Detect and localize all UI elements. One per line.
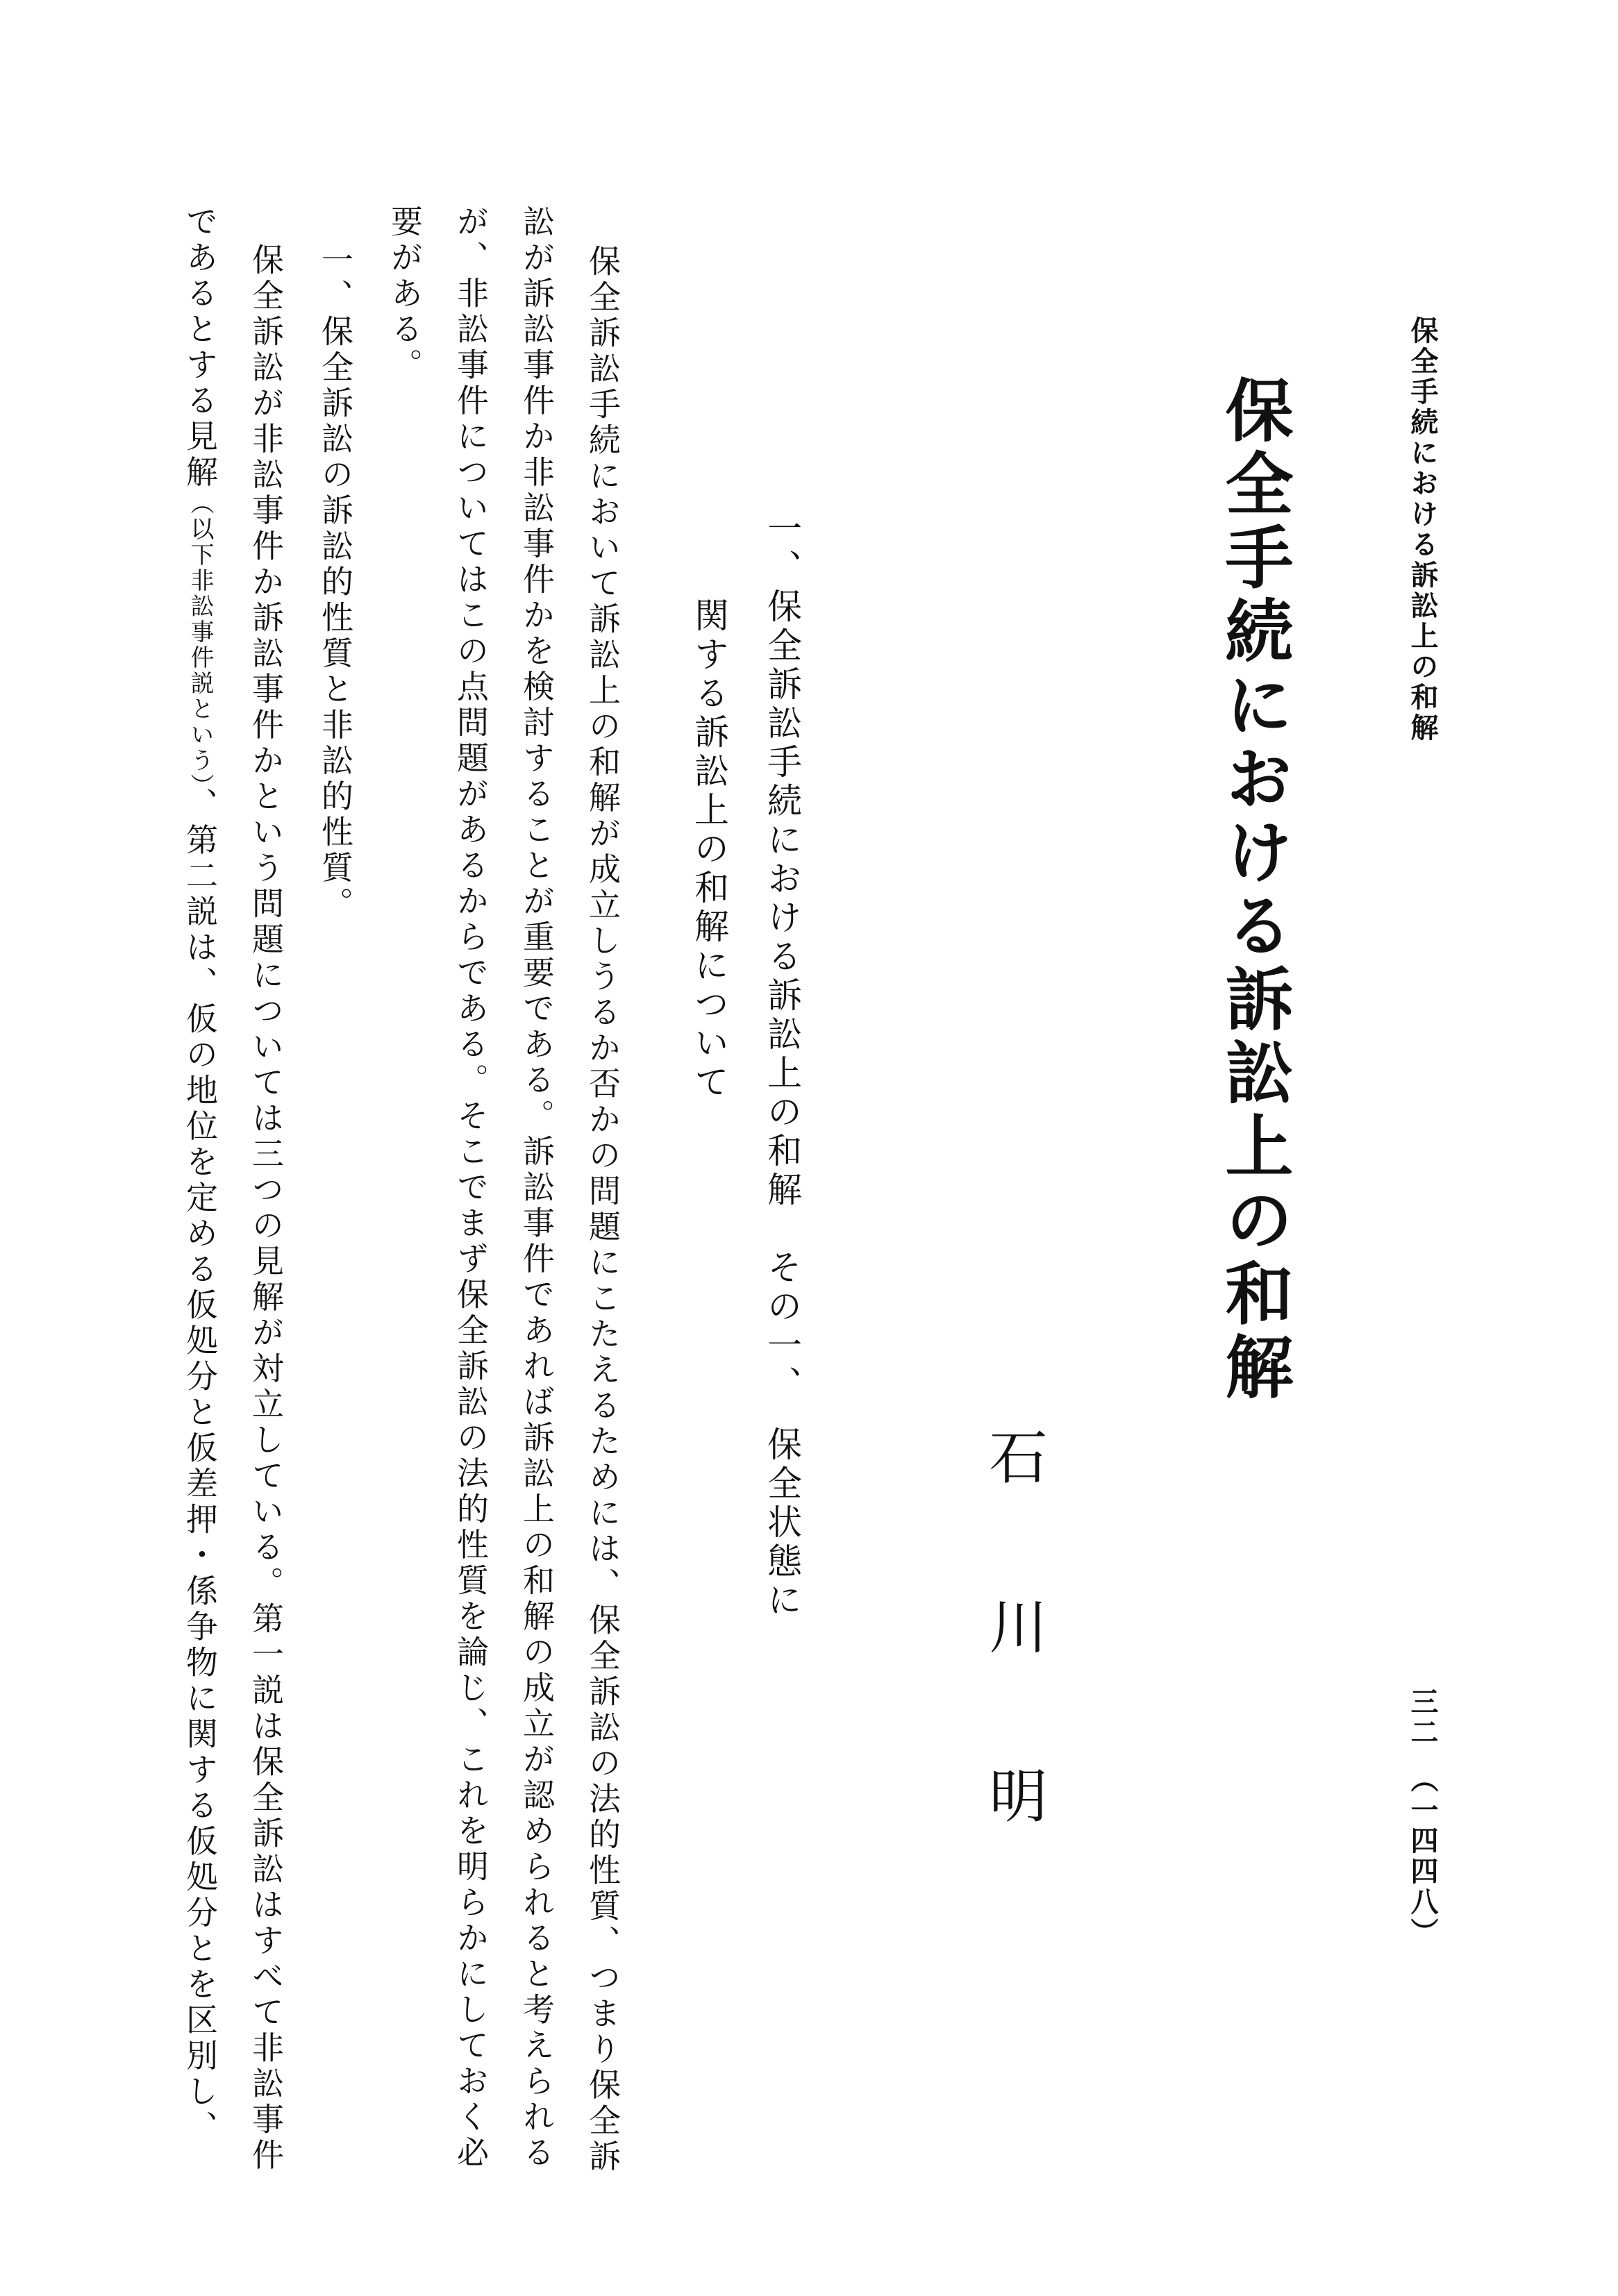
body-text-column: 保全訴訟が非訟事件か訴訟事件かという問題については三つの見解が対立している。第一説は保全訴訟はすべて非訟事件 bbox=[247, 243, 285, 2174]
subsection-heading: 一、保全訴訟の訴訟的性質と非訟的性質。 bbox=[317, 243, 354, 923]
body-text-column: 保全訴訟手続において訴訟上の和解が成立しうるか否かの問題にこたえるためには、保全訴訟の法的性質、つまり保全訴 bbox=[584, 244, 622, 2175]
body-text-column: 訟が訴訟事件か非訟事件かを検討することが重要である。訴訟事件であれば訴訟上の和解の成立が認められると考えられる bbox=[518, 205, 556, 2172]
body-text-column bbox=[177, 205, 223, 2146]
running-header: 保全手続における訴訟上の和解 bbox=[1406, 316, 1439, 744]
page-folio: 三二 （一四四八） bbox=[1406, 1687, 1439, 1948]
author-name: 石川明 bbox=[980, 1427, 1048, 1935]
body-text-column: が、非訟事件についてはこの点問題があるからである。そこでまず保全訴訟の法的性質を論じ、これを明らかにしておく必 bbox=[452, 205, 490, 2172]
body-text-segment: であるとする見解 bbox=[181, 205, 219, 491]
inline-note: （以下非訟事件説という） bbox=[186, 491, 214, 787]
section-heading-line-2: 関する訴訟上の和解について bbox=[689, 597, 729, 1103]
body-text-column: 要がある。 bbox=[386, 205, 424, 384]
body-text-segment: 、第二説は、仮の地位を定める仮処分と仮差押・係争物に関する仮処分とを区別し、 bbox=[181, 787, 219, 2146]
section-heading-line-1: 一、保全訴訟手続における訴訟上の和解 その一、 保全状態に bbox=[762, 510, 802, 1620]
paper-title: 保全手続における訴訟上の和解 bbox=[1214, 375, 1294, 1405]
